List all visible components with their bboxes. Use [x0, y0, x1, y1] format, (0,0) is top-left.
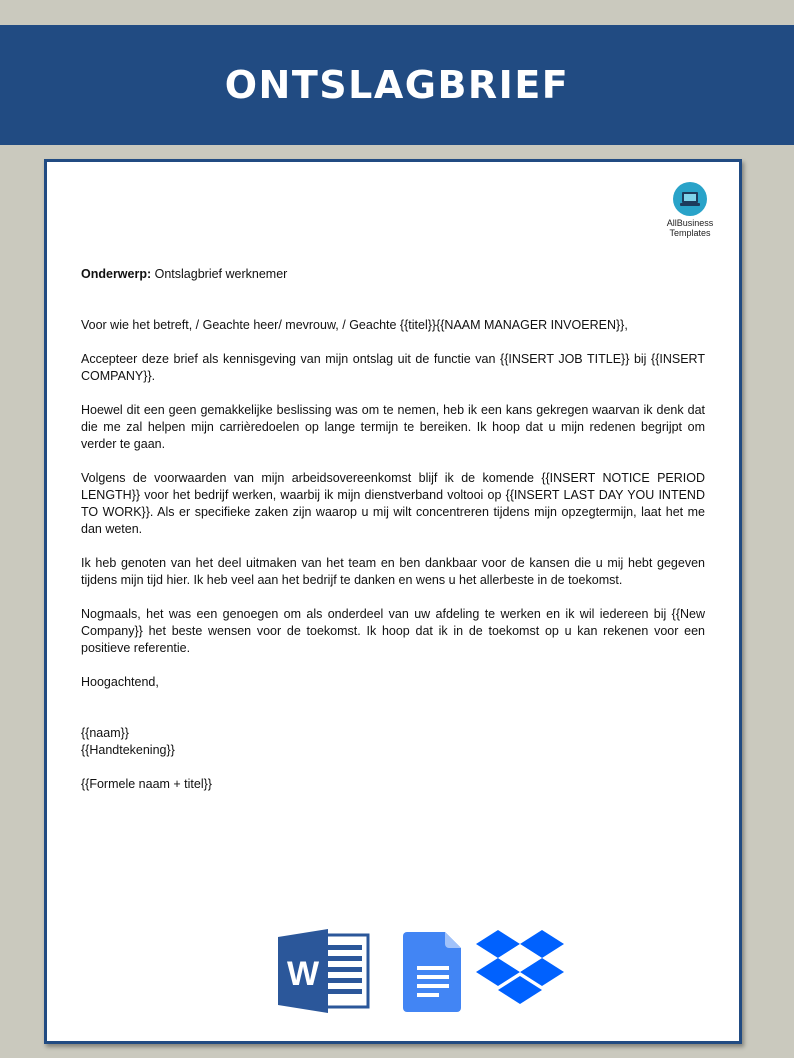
laptop-icon [673, 182, 707, 216]
logo-text-line2: Templates [669, 228, 711, 238]
subject-label: Onderwerp: [81, 267, 152, 281]
letter-body [81, 266, 705, 793]
svg-text:W: W [286, 955, 320, 993]
paragraph-3: Volgens de voorwaarden van mijn arbeidsovereenkomst blijf ik de komende {{INSERT NOTICE PERIOD LENGTH}} voor het bedrijf werken, waarbij ik mijn dienstverband voltooi op {{INSERT LAST DAY YOU INTEND TO WORK}}. Als er specifieke zaken zijn waarop u mij wilt concentreren tijdens mijn opzegtermijn, laat het me dan weten. [81, 471, 705, 536]
google-docs-icon[interactable] [395, 930, 471, 1012]
name-placeholder: {{naam}} [81, 726, 129, 740]
paragraph-2: Hoewel dit een geen gemakkelijke beslissing was om te nemen, heb ik een kans gekregen waarvan ik denk dat die me zal helpen mijn carrièredoelen op lange termijn te bereiken. Ik hoop dat u mijn redenen begrijpt om verder te gaan. [81, 403, 705, 451]
page-title: ONTSLAGBRIEF [224, 63, 570, 107]
word-icon[interactable] [275, 927, 371, 1015]
paragraph-1: Accepteer deze brief als kennisgeving van mijn ontslag uit de functie van {{INSERT JOB TITLE}} bij {{INSERT COMPANY}}. [81, 352, 705, 383]
paragraph-5: Nogmaals, het was een genoegen om als onderdeel van uw afdeling te werken en ik wil iedereen bij {{New Company}} het beste wensen voor de toekomst. Ik hoop dat ik in de toekomst op u kan rekenen voor een positieve referentie. [81, 607, 705, 655]
logo-text-line1: AllBusiness [666, 218, 714, 228]
salutation: Voor wie het betreft, / Geachte heer/ mevrouw, / Geachte {{titel}}{{NAAM MANAGER INVOEREN}}, [81, 318, 628, 332]
formal-name-placeholder: {{Formele naam + titel}} [81, 777, 212, 791]
download-icons [275, 926, 569, 1016]
document-page [44, 159, 742, 1044]
signature-placeholder: {{Handtekening}} [81, 743, 175, 757]
dropbox-icon[interactable] [471, 926, 569, 1016]
allbusiness-logo [655, 182, 725, 238]
title-banner [0, 25, 794, 145]
closing: Hoogachtend, [81, 675, 159, 689]
paragraph-4: Ik heb genoten van het deel uitmaken van het team en ben dankbaar voor de kansen die u mij hebt gegeven tijdens mijn tijd hier. Ik heb veel aan het bedrijf te danken en wens u het allerbeste in de toekomst. [81, 556, 705, 587]
subject-text: Ontslagbrief werknemer [151, 267, 288, 281]
subject-line [81, 266, 705, 283]
